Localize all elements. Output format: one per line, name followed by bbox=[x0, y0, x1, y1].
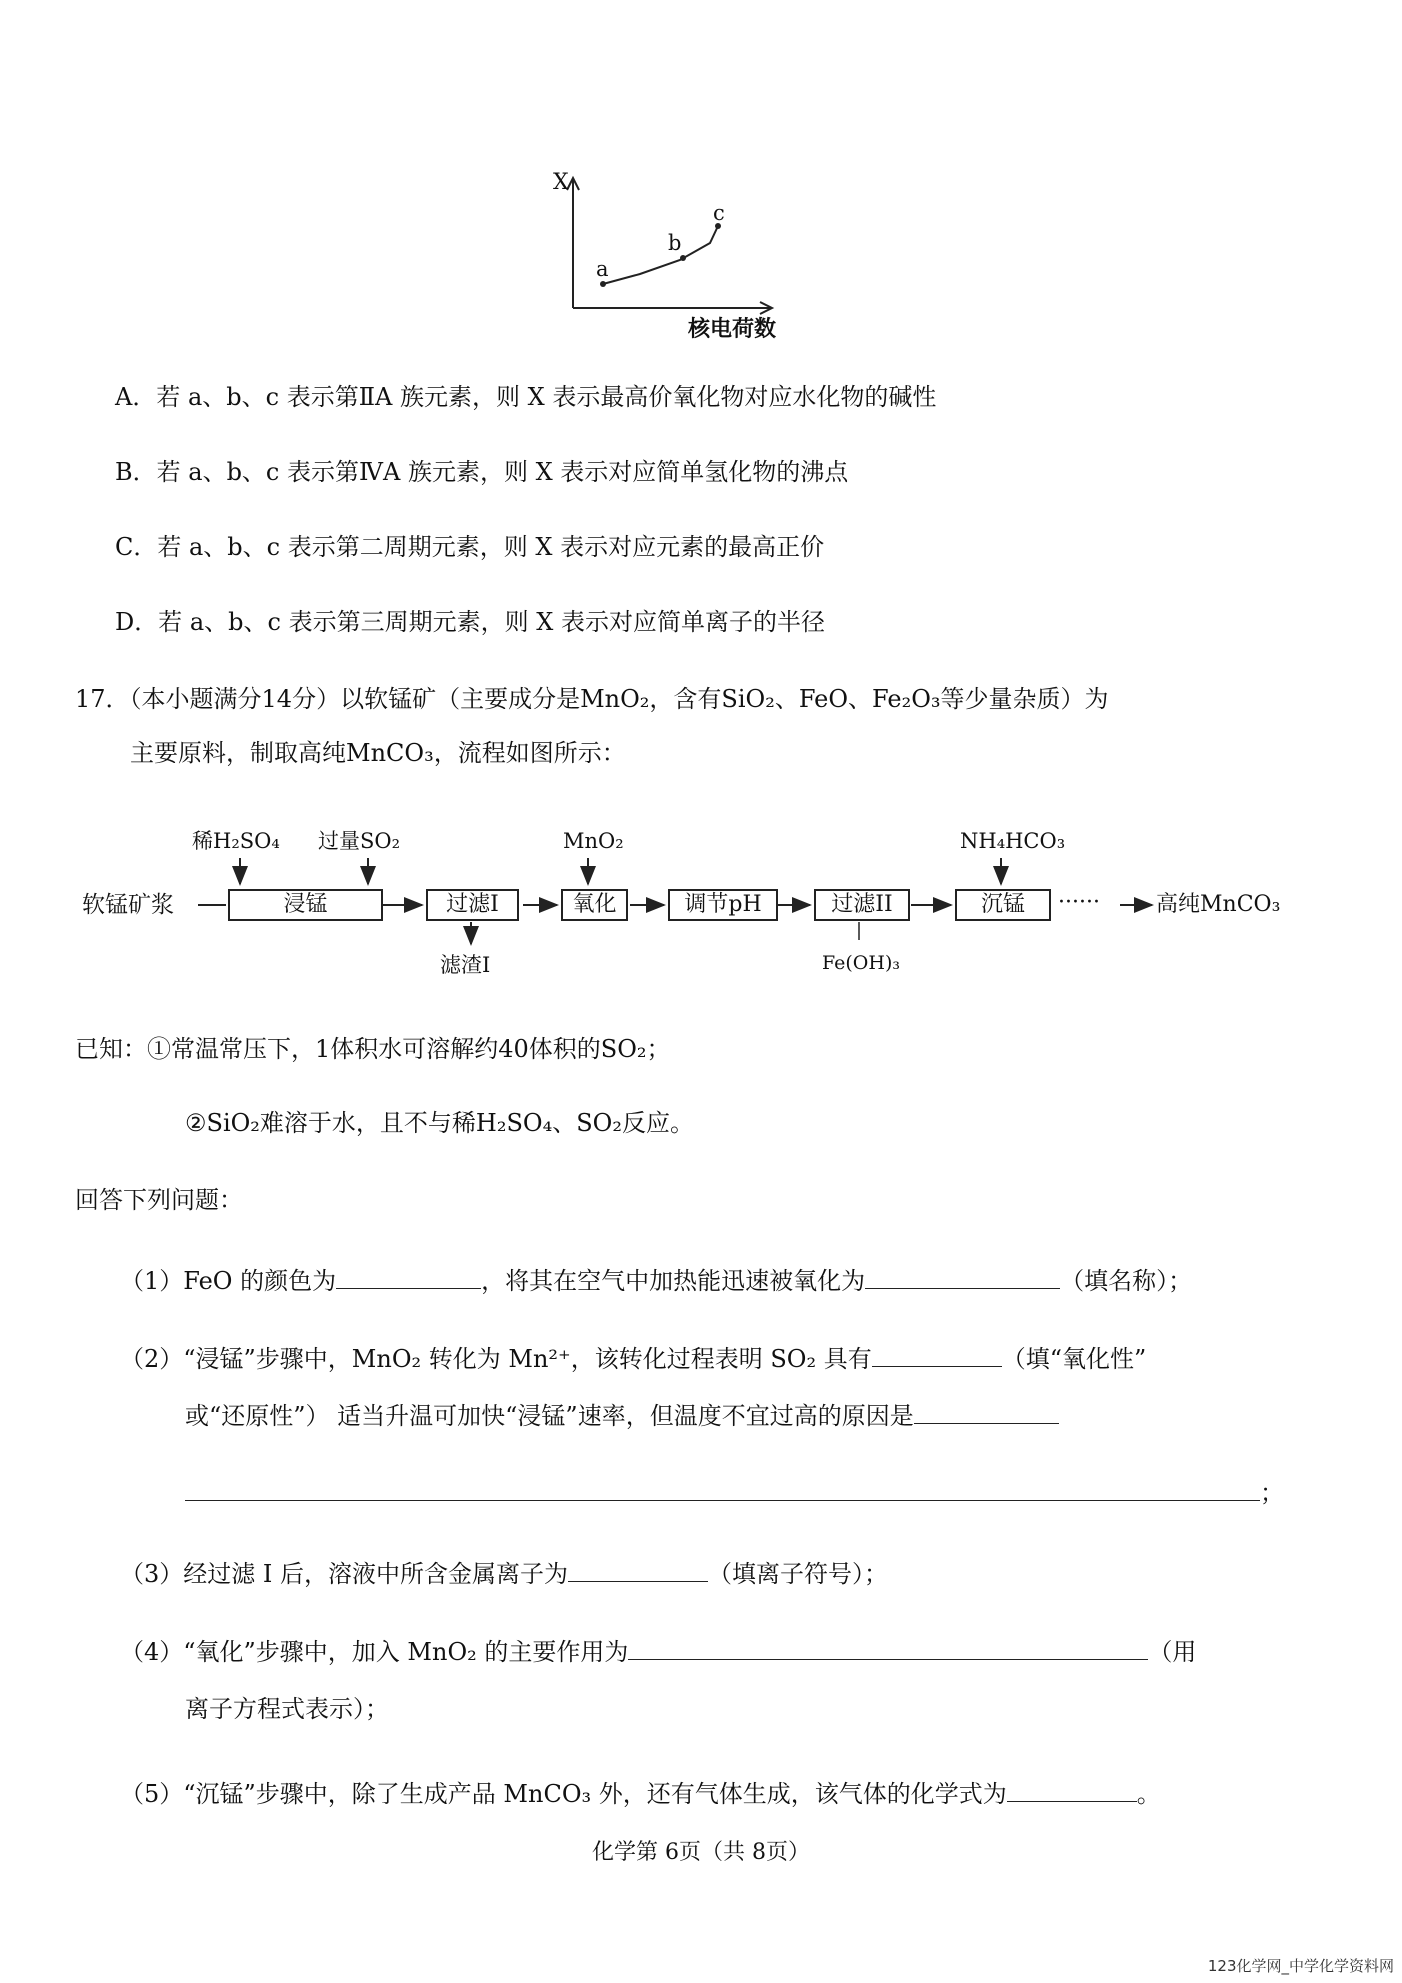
q2-text-c: 或“还原性”） 适当升温可加快“浸锰”速率，但温度不宜过高的原因是 bbox=[185, 1402, 914, 1430]
answer-prompt: 回答下列问题： bbox=[75, 1186, 243, 1214]
flow-dots: ······ bbox=[1058, 890, 1100, 915]
q2-text-d: ； bbox=[1260, 1479, 1284, 1507]
flow-start: 软锰矿浆 bbox=[82, 892, 174, 918]
question-2-line-2 bbox=[185, 1397, 1059, 1433]
question-4-line-1 bbox=[120, 1633, 1196, 1669]
q17-stem-line-1: 17．（本小题满分14分）以软锰矿（主要成分是MnO₂，含有SiO₂、FeO、Fe₂O₃等少量杂质）为 bbox=[75, 685, 1109, 713]
flow-step-adjust-ph: 调节pH bbox=[668, 889, 778, 921]
graph-label-c: c bbox=[713, 201, 725, 225]
q1-text-b: ，将其在空气中加热能迅速被氧化为 bbox=[481, 1267, 866, 1295]
q3-text-a: （3）经过滤 I 后，溶液中所含金属离子为 bbox=[120, 1560, 569, 1588]
page-footer: 化学第 6页（共 8页） bbox=[592, 1840, 810, 1865]
flow-reagent-mno2: MnO₂ bbox=[563, 829, 624, 853]
question-1 bbox=[120, 1262, 1192, 1298]
q4-text-b: （用 bbox=[1148, 1638, 1197, 1666]
flow-reagent-nh4hco3: NH₄HCO₃ bbox=[960, 829, 1066, 853]
q5-text-b: 。 bbox=[1136, 1780, 1161, 1808]
q1-blank-color[interactable] bbox=[336, 1262, 481, 1289]
flow-step-filter-1: 过滤I bbox=[426, 889, 519, 921]
graph-label-a: a bbox=[596, 257, 609, 281]
flow-reagent-h2so4: 稀H₂SO₄ bbox=[192, 829, 280, 853]
flow-step-oxidation: 氧化 bbox=[561, 889, 628, 921]
flow-step-precipitation: 沉锰 bbox=[955, 889, 1051, 921]
known-line-1: 已知：①常温常压下，1体积水可溶解约40体积的SO₂； bbox=[75, 1035, 671, 1063]
flow-step-filter-2: 过滤II bbox=[814, 889, 910, 921]
option-a: A．若 a、b、c 表示第ⅡA 族元素，则 X 表示最高价氧化物对应水化物的碱性 bbox=[115, 383, 937, 411]
known-line-2: ②SiO₂难溶于水，且不与稀H₂SO₄、SO₂反应。 bbox=[185, 1109, 694, 1137]
question-3 bbox=[120, 1555, 888, 1591]
question-4-line-2: 离子方程式表示）； bbox=[185, 1695, 389, 1723]
option-c: C．若 a、b、c 表示第二周期元素，则 X 表示对应元素的最高正价 bbox=[115, 533, 825, 561]
q2-blank-reason[interactable] bbox=[185, 1474, 1260, 1501]
q1-blank-product[interactable] bbox=[865, 1262, 1060, 1289]
q5-blank-gas[interactable] bbox=[1007, 1775, 1137, 1802]
flow-precipitate: Fe(OH)₃ bbox=[822, 952, 900, 974]
graph-y-label: X bbox=[553, 170, 569, 195]
q3-text-b: （填离子符号）； bbox=[708, 1560, 889, 1588]
option-b: B．若 a、b、c 表示第ⅣA 族元素，则 X 表示对应简单氢化物的沸点 bbox=[115, 458, 849, 486]
q2-text-a: （2）“浸锰”步骤中，MnO₂ 转化为 Mn²⁺，该转化过程表明 SO₂ 具有 bbox=[120, 1345, 872, 1373]
q4-text-a: （4）“氧化”步骤中，加入 MnO₂ 的主要作用为 bbox=[120, 1638, 629, 1666]
q1-text-c: （填名称）； bbox=[1060, 1267, 1193, 1295]
graph-label-b: b bbox=[668, 231, 682, 255]
q2-blank-property[interactable] bbox=[872, 1340, 1002, 1367]
question-5 bbox=[120, 1775, 1161, 1811]
q1-text-a: （1）FeO 的颜色为 bbox=[120, 1267, 337, 1295]
graph-x-label: 核电荷数 bbox=[688, 316, 777, 342]
q2-text-b: （填“氧化性” bbox=[1001, 1345, 1147, 1373]
q3-blank-ions[interactable] bbox=[568, 1555, 708, 1582]
flow-product: 高纯MnCO₃ bbox=[1156, 892, 1281, 917]
flow-step-leaching: 浸锰 bbox=[228, 889, 383, 921]
site-watermark: 123化学网_中学化学资料网 bbox=[1207, 1957, 1394, 1975]
flow-residue: 滤渣I bbox=[440, 953, 491, 977]
q5-text-a: （5）“沉锰”步骤中，除了生成产品 MnCO₃ 外，还有气体生成，该气体的化学式为 bbox=[120, 1780, 1007, 1808]
q2-blank-reason-start[interactable] bbox=[914, 1397, 1059, 1424]
question-2-line-1 bbox=[120, 1340, 1146, 1376]
question-2-line-3 bbox=[185, 1474, 1284, 1510]
flow-reagent-so2: 过量SO₂ bbox=[318, 829, 401, 853]
q4-blank-equation[interactable] bbox=[628, 1633, 1148, 1660]
option-d: D．若 a、b、c 表示第三周期元素，则 X 表示对应简单离子的半径 bbox=[115, 608, 825, 636]
q17-stem-line-2: 主要原料，制取高纯MnCO₃，流程如图所示： bbox=[130, 739, 626, 767]
